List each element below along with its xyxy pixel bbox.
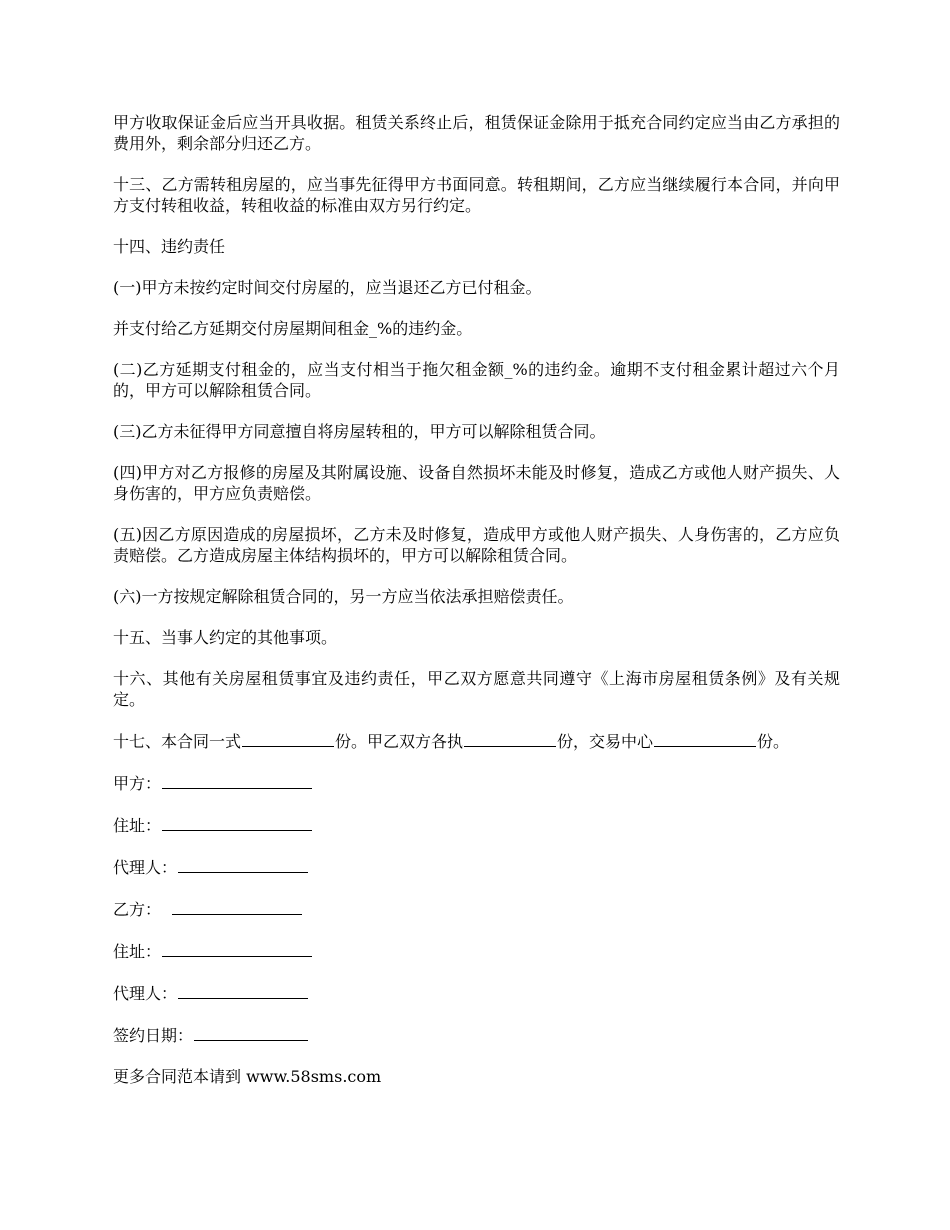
party-a-line: [113, 772, 840, 794]
copies-text-1: 十七、本合同一式: [113, 732, 242, 751]
party-a-blank: [162, 772, 312, 789]
party-a-address-blank: [162, 814, 312, 831]
party-a-address-line: [113, 814, 840, 836]
party-b-address-label: 住址：: [113, 942, 162, 961]
copies-text-2: 份。甲乙双方各执: [335, 732, 464, 751]
sign-date-blank: [194, 1024, 308, 1041]
paragraph-liability-1: (一)甲方未按约定时间交付房屋的，应当退还乙方已付租金。: [113, 278, 542, 297]
paragraph-liability-5: (五)因乙方原因造成的房屋损坏，乙方未及时修复，造成甲方或他人财产损失、人身伤害的，乙方应负责赔偿。乙方造成房屋主体结构损坏的，甲方可以解除租赁合同。: [113, 525, 840, 565]
center-copies-blank: [654, 730, 756, 747]
paragraph-liability-3: (三)乙方未征得甲方同意擅自将房屋转租的，甲方可以解除租赁合同。: [113, 422, 606, 441]
paragraph-clause-13-sublease: 十三、乙方需转租房屋的，应当事先征得甲方书面同意。转租期间，乙方应当继续履行本合同，并向甲方支付转租收益，转租收益的标准由双方另行约定。: [113, 175, 840, 215]
party-b-line: [113, 898, 840, 920]
party-b-agent-blank: [178, 982, 308, 999]
paragraph-liability-2: (二)乙方延期支付租金的，应当支付相当于拖欠租金额_%的违约金。逾期不支付租金累计超过六个月的，甲方可以解除租赁合同。: [113, 360, 840, 400]
heading-clause-14-liability: 十四、违约责任: [113, 237, 226, 256]
document-page: [113, 112, 840, 1107]
paragraph-deposit-receipt: 甲方收取保证金后应当开具收据。租赁关系终止后，租赁保证金除用于抵充合同约定应当由乙方承担的费用外，剩余部分归还乙方。: [113, 113, 840, 153]
party-copies-blank: [464, 730, 556, 747]
paragraph-liability-1-penalty: 并支付给乙方延期交付房屋期间租金_%的违约金。: [113, 319, 473, 338]
party-a-label: 甲方：: [113, 774, 162, 793]
copies-text-3: 份，交易中心: [557, 732, 654, 751]
party-b-agent-label: 代理人：: [113, 984, 178, 1003]
sign-date-label: 签约日期：: [113, 1026, 194, 1045]
heading-clause-15-other: 十五、当事人约定的其他事项。: [113, 628, 338, 647]
party-b-address-blank: [162, 940, 312, 957]
party-a-agent-blank: [178, 856, 308, 873]
paragraph-liability-6: (六)一方按规定解除租赁合同的，另一方应当依法承担赔偿责任。: [113, 587, 574, 606]
party-a-address-label: 住址：: [113, 816, 162, 835]
footer-more-templates: 更多合同范本请到 www.58sms.com: [113, 1067, 382, 1086]
total-copies-blank: [242, 730, 334, 747]
paragraph-clause-17-copies: [113, 730, 840, 752]
party-a-agent-label: 代理人：: [113, 858, 178, 877]
copies-text-4: 份。: [757, 732, 790, 751]
party-b-label: 乙方：: [113, 900, 162, 919]
party-b-blank: [172, 898, 302, 915]
party-b-address-line: [113, 940, 840, 962]
sign-date-line: [113, 1024, 840, 1046]
party-b-agent-line: [113, 982, 840, 1004]
paragraph-clause-16-regulations: 十六、其他有关房屋租赁事宜及违约责任，甲乙双方愿意共同遵守《上海市房屋租赁条例》及有关规定。: [113, 669, 840, 709]
party-a-agent-line: [113, 856, 840, 878]
paragraph-liability-4: (四)甲方对乙方报修的房屋及其附属设施、设备自然损坏未能及时修复，造成乙方或他人财产损失、人身伤害的，甲方应负责赔偿。: [113, 463, 840, 503]
